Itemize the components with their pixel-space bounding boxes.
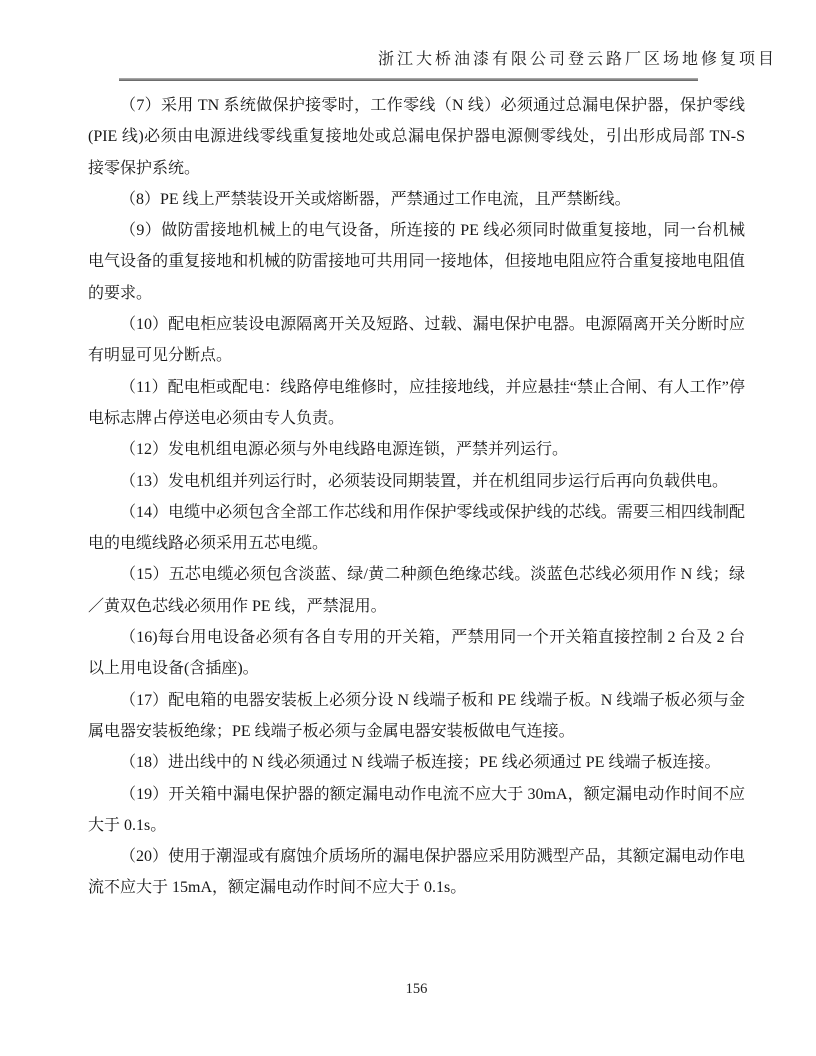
paragraph-10: （10）配电柜应装设电源隔离开关及短路、过载、漏电保护电器。电源隔离开关分断时应有明显可见分断点。: [88, 316, 745, 365]
page-header: [0, 46, 777, 69]
paragraph-11: （11）配电柜或配电：线路停电维修时，应挂接地线，并应悬挂“禁止合闸、有人工作”停电标志牌占停送电必须由专人负责。: [88, 378, 745, 427]
page-footer: [88, 981, 745, 998]
header-rule: [119, 78, 698, 81]
paragraph-8: （8）PE 线上严禁装设开关或熔断器，严禁通过工作电流，且严禁断线。: [120, 190, 631, 208]
header-title: 浙江大桥油漆有限公司登云路厂区场地修复项目: [377, 51, 777, 68]
paragraph-7: （7）采用 TN 系统做保护接零时，工作零线（N 线）必须通过总漏电保护器，保护零线(PIE 线)必须由电源进线零线重复接地处或总漏电保护器电源侧零线处，引出形成局部 TN-S 接零保护系统。: [88, 97, 745, 177]
paragraph-18: （18）进出线中的 N 线必须通过 N 线端子板连接；PE 线必须通过 PE 线端子板连接。: [120, 754, 721, 772]
paragraph-9: （9）做防雷接地机械上的电气设备，所连接的 PE 线必须同时做重复接地，同一台机械电气设备的重复接地和机械的防雷接地可共用同一接地体，但接地电阻应符合重复接地电阻值的要求。: [88, 222, 745, 302]
paragraph-13: （13）发电机组并列运行时，必须装设同期装置，并在机组同步运行后再向负载供电。: [120, 472, 729, 490]
paragraph-19: （19）开关箱中漏电保护器的额定漏电动作电流不应大于 30mA，额定漏电动作时间不应大于 0.1s。: [88, 785, 745, 834]
paragraph-12: （12）发电机组电源必须与外电线路电源连锁，严禁并列运行。: [120, 441, 569, 459]
paragraph-14: （14）电缆中必须包含全部工作芯线和用作保护零线或保护线的芯线。需要三相四线制配电的电缆线路必须采用五芯电缆。: [88, 503, 745, 553]
paragraph-20: （20）使用于潮湿或有腐蚀介质场所的漏电保护器应采用防溅型产品，其额定漏电动作电流不应大于 15mA，额定漏电动作时间不应大于 0.1s。: [88, 848, 745, 897]
paragraph-17: （17）配电箱的电器安装板上必须分设 N 线端子板和 PE 线端子板。N 线端子板必须与金属电器安装板绝缘；PE 线端子板必须与金属电器安装板做电气连接。: [88, 691, 745, 740]
page-number: 156: [405, 981, 428, 997]
paragraph-15: （15）五芯电缆必须包含淡蓝、绿/黄二种颜色绝缘芯线。淡蓝色芯线必须用作 N 线；绿／黄双色芯线必须用作 PE 线，严禁混用。: [88, 566, 745, 615]
document-body: [88, 90, 745, 904]
paragraph-16: （16)每台用电设备必须有各自专用的开关箱，严禁用同一个开关箱直接控制 2 台及 2 台以上用电设备(含插座)。: [88, 629, 745, 678]
